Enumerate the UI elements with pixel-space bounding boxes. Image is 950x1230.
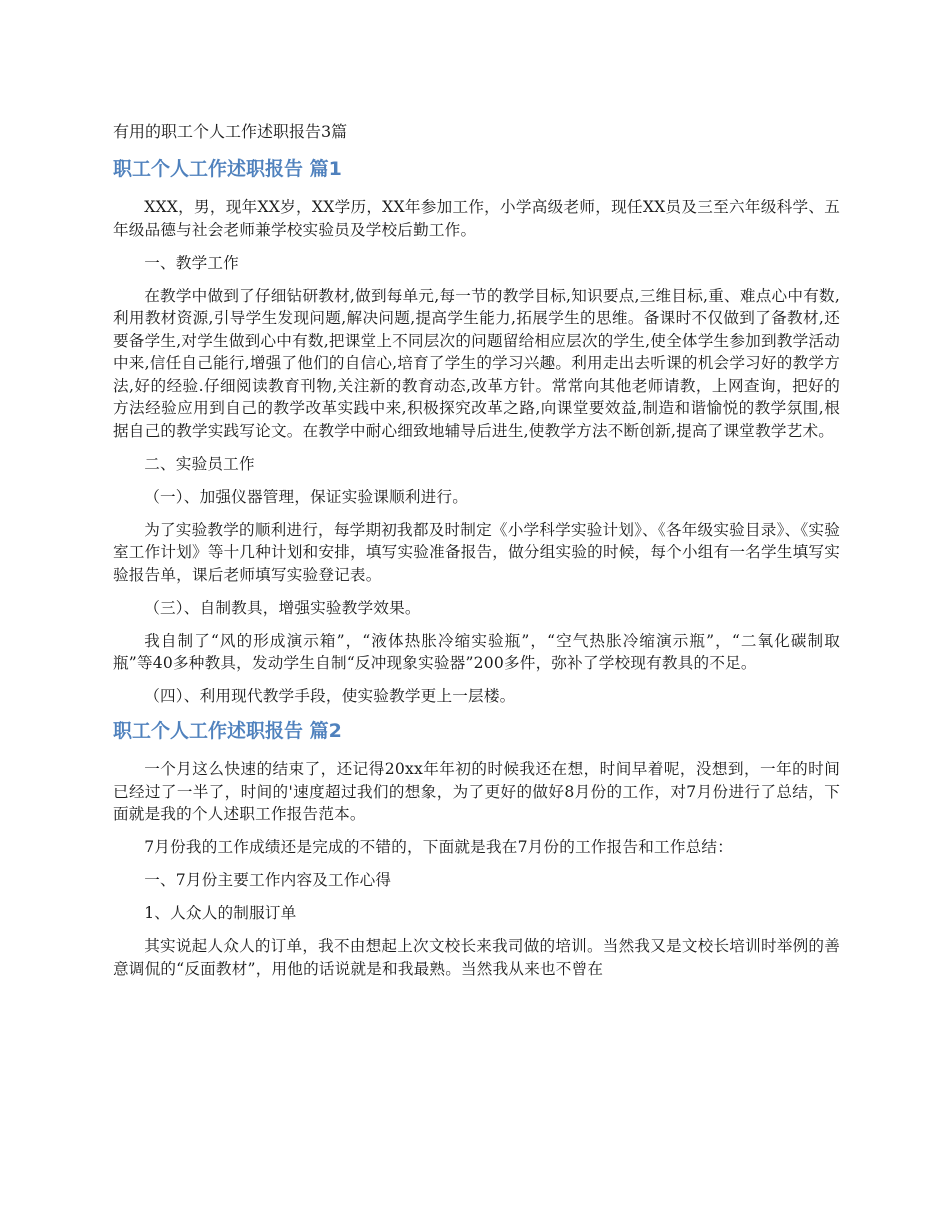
- subheading-modern-methods: （四）、利用现代教学手段，使实验教学更上一层楼。: [144, 687, 516, 705]
- paragraph-uniform-order: 其实说起人众人的订单，我不由想起上次文校长来我司做的培训。当然我又是文校长培训时举例的善意调侃的“反面教材”，用他的话说就是和我最熟。当然我从来也不曾在: [113, 937, 840, 978]
- paragraph-teaching: 在教学中做到了仔细钻研教材,做到每单元,每一节的教学目标,知识要点,三维目标,重、难点心中有数,利用教材资源,引导学生发现问题,解决问题,提高学生能力,拓展学生的思维。备课时不仅做到了备教材,还要备学生,对学生做到心中有数,把课堂上不同层次的问题留给相应层次的学生,使全体学生参加到教学活动中来,信任自己能行,增强了他们的自信心,培育了学生的学习兴趣。利用走出去听课的机会学习好的教学方法,好的经验.仔细阅读教育刊物,关注新的教育动态,改革方针。常常向其他老师请教，上网查询，把好的方法经验应用到自己的教学改革实践中来,积极探究改革之路,向课堂要效益,制造和谐愉悦的教学氛围,根据自己的教学实践写论文。在教学中耐心细致地辅导后进生,使教学方法不断创新,提高了课堂教学艺术。: [113, 286, 840, 440]
- paragraph-month-summary: 一个月这么快速的结束了，还记得20xx年年初的时候我还在想，时间早着呢，没想到，一年的时间已经过了一半了，时间的'速度超过我们的想象，为了更好的做好8月份的工作，对7月份进行了总结，下面就是我的个人述职工作报告范本。: [113, 760, 840, 823]
- subheading-lab-work: 二、实验员工作: [144, 454, 255, 473]
- section-heading-1: 职工个人工作述职报告 篇1: [113, 158, 342, 180]
- document-page: [113, 120, 840, 991]
- subheading-uniform-order: 1、人众人的制服订单: [144, 904, 297, 922]
- subheading-homemade-tools: （三）、自制教具，增强实验教学效果。: [144, 598, 421, 617]
- subheading-teaching: 一、教学工作: [144, 253, 239, 272]
- subheading-instrument-management: （一）、加强仪器管理，保证实验课顺利进行。: [144, 487, 469, 506]
- paragraph-july-results: 7月份我的工作成绩还是完成的不错的，下面就是我在7月份的工作报告和工作总结：: [144, 838, 734, 856]
- paragraph-intro: XXX，男，现年XX岁，XX学历，XX年参加工作，小学高级老师，现任XX员及三至六年级科学、五年级品德与社会老师兼学校实验员及学校后勤工作。: [113, 198, 840, 239]
- paragraph-homemade-tools: 我自制了“风的形成演示箱”，“液体热胀冷缩实验瓶”，“空气热胀冷缩演示瓶”，“二氧化碳制取瓶”等40多种教具，发动学生自制“反冲现象实验器”200多件，弥补了学校现有教具的不足。: [113, 631, 840, 672]
- document-title: 有用的职工个人工作述职报告3篇: [113, 122, 348, 141]
- subheading-july-main-work: 一、7月份主要工作内容及工作心得: [144, 871, 392, 889]
- paragraph-lab-plans: 为了实验教学的顺利进行，每学期初我都及时制定《小学科学实验计划》、《各年级实验目录》、《实验室工作计划》等十几种计划和安排，填写实验准备报告，做分组实验的时候，每个小组有一名学生填写实验报告单，课后老师填写实验登记表。: [113, 520, 840, 584]
- section-heading-2: 职工个人工作述职报告 篇2: [113, 720, 342, 742]
